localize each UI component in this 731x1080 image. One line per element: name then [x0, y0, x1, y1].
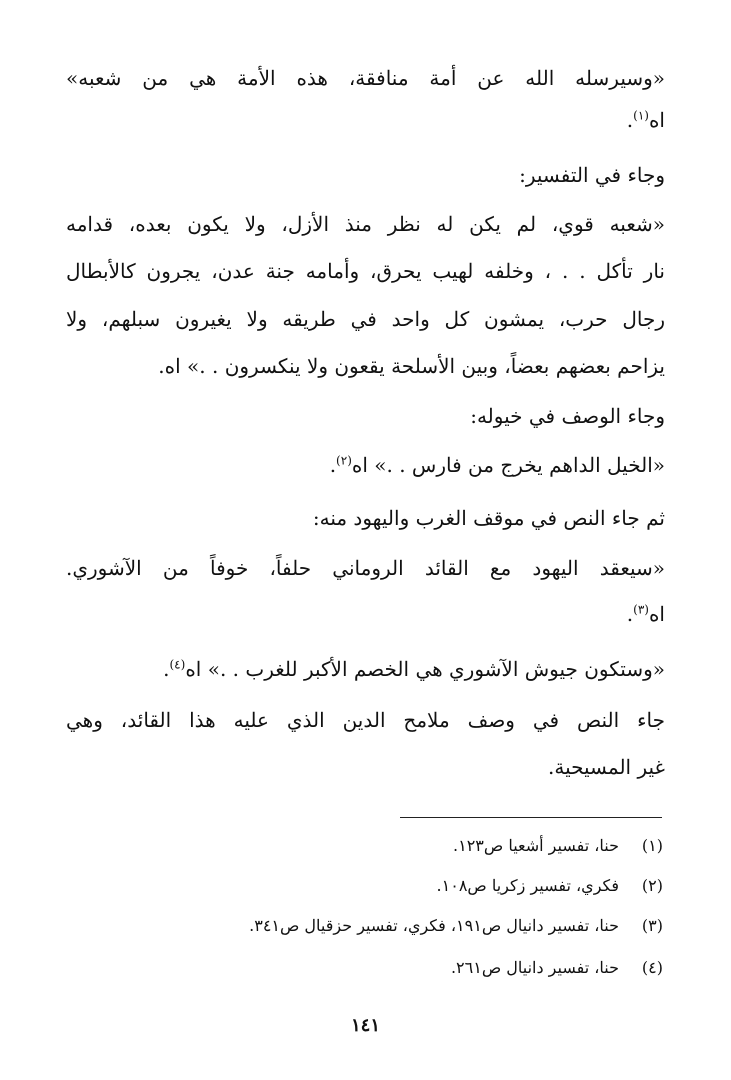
footnote-item	[453, 834, 663, 858]
footnote-number: (٣)	[641, 916, 663, 935]
footnote-ref: (١)	[633, 108, 649, 123]
body-line: «شعبه قوي، لم يكن له نظر منذ الأزل، ولا يكون بعده، قدامه	[66, 212, 665, 236]
punctuation: .	[626, 602, 634, 626]
body-line	[627, 105, 665, 135]
body-line	[163, 654, 665, 684]
footnote-item	[451, 956, 663, 980]
footnote-number: (١)	[641, 836, 663, 855]
body-line: رجال حرب، يمشون كل واحد في طريقه ولا يغيرون سبلهم، ولا	[66, 307, 665, 331]
footnote-ref: (٣)	[633, 602, 649, 617]
footnote-text: حنا، تفسير أشعيا ص١٢٣.	[453, 836, 619, 855]
footnote-number: (٤)	[641, 958, 663, 977]
footnote-text: فكري، تفسير زكريا ص١٠٨.	[436, 876, 619, 895]
footnote-text: حنا، تفسير دانيال ص١٩١، فكري، تفسير حزقيال ص٣٤١.	[249, 916, 619, 935]
body-line: غير المسيحية.	[547, 755, 665, 779]
footnote-ref: (٢)	[336, 453, 352, 468]
body-line: نار تأكل . . ، وخلفه لهيب يحرق، وأمامه جنة عدن، يجرون كالأبطال	[66, 259, 665, 283]
section-heading: ثم جاء النص في موقف الغرب واليهود منه:	[312, 506, 665, 530]
abbrev-text: اه	[648, 602, 665, 626]
footnote-ref: (٤)	[169, 657, 186, 672]
quote-text: «وستكون جيوش الآشوري هي الخصم الأكبر للغرب . .» اه	[185, 657, 665, 681]
punctuation: .	[329, 453, 337, 477]
section-heading: وجاء الوصف في خيوله:	[470, 404, 665, 428]
footnote-number: (٢)	[641, 876, 663, 895]
punctuation: .	[626, 108, 634, 132]
punctuation: .	[163, 657, 170, 681]
footnote-divider	[400, 817, 662, 818]
body-line: يزاحم بعضهم بعضاً، وبين الأسلحة يقعون ولا ينكسرون . .» اه.	[158, 354, 665, 378]
footnote-item	[249, 914, 663, 938]
quote-text: «الخيل الداهم يخرج من فارس . .» اه	[351, 453, 665, 477]
footnote-text: حنا، تفسير دانيال ص٢٦١.	[450, 958, 619, 977]
footnote-item	[437, 874, 663, 898]
page-number: ١٤١	[350, 1015, 380, 1036]
body-line	[627, 599, 665, 629]
section-heading: وجاء في التفسير:	[519, 163, 665, 187]
body-line	[330, 450, 665, 480]
body-line: «سيعقد اليهود مع القائد الروماني حلفاً، خوفاً من الآشوري.	[66, 556, 665, 580]
abbrev-text: اه	[648, 108, 665, 132]
body-line: «وسيرسله الله عن أمة منافقة، هذه الأمة هي من شعبه»	[66, 66, 665, 90]
body-line: جاء النص في وصف ملامح الدين الذي عليه هذا القائد، وهي	[66, 708, 665, 732]
